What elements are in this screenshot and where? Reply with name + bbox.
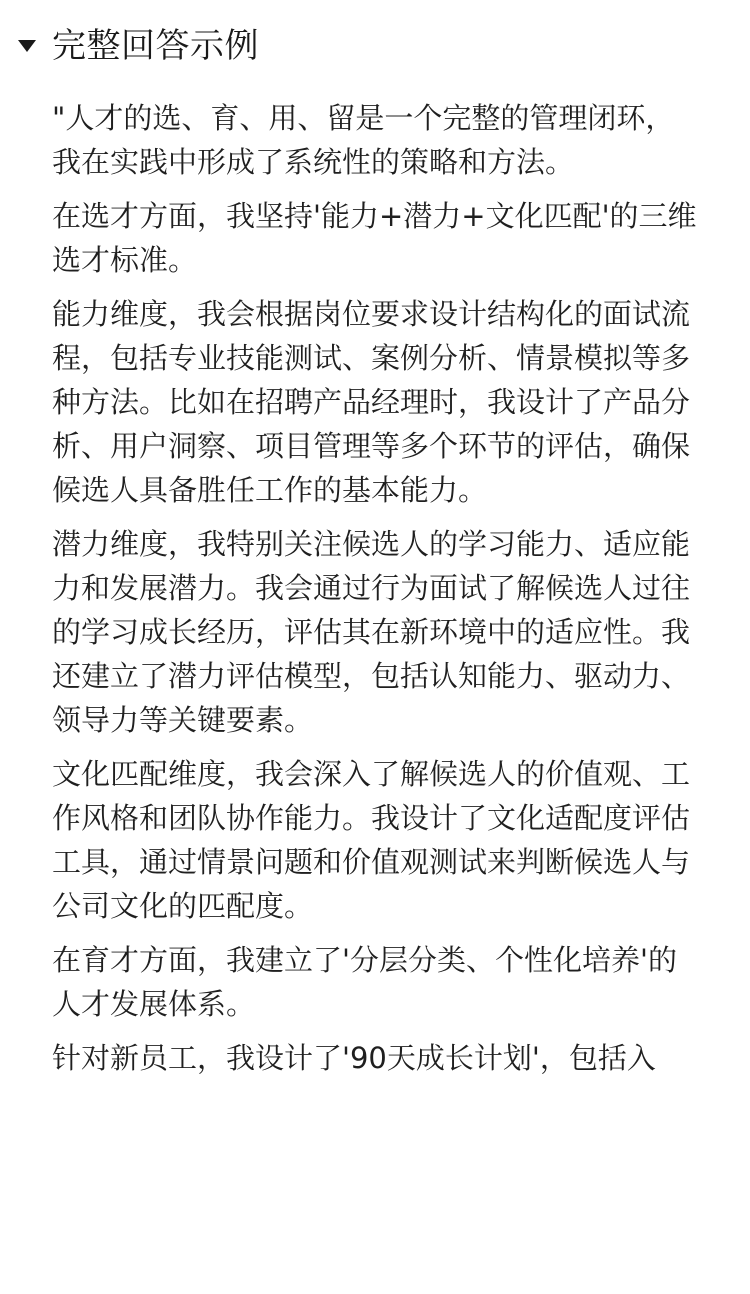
- paragraph-ability: 能力维度，我会根据岗位要求设计结构化的面试流程，包括专业技能测试、案例分析、情景模拟等多种方法。比如在招聘产品经理时，我设计了产品分析、用户洞察、项目管理等多个环节的评估，确保候选人具备胜任工作的基本能力。: [52, 297, 691, 507]
- paragraph-culture: 文化匹配维度，我会深入了解候选人的价值观、工作风格和团队协作能力。我设计了文化适配度评估工具，通过情景问题和价值观测试来判断候选人与公司文化的匹配度。: [52, 757, 691, 923]
- paragraph-potential: 潜力维度，我特别关注候选人的学习能力、适应能力和发展潜力。我会通过行为面试了解候选人过往的学习成长经历，评估其在新环境中的适应性。我还建立了潜力评估模型，包括认知能力、驱动力、领导力等关键要素。: [52, 527, 691, 737]
- paragraph-selection: 在选才方面，我坚持'能力+潜力+文化匹配'的三维选才标准。: [52, 199, 697, 277]
- section-title: 完整回答示例: [52, 26, 259, 66]
- answer-content: [52, 96, 702, 1090]
- section-toggle[interactable]: [16, 22, 259, 70]
- paragraph-new-employee: 针对新员工，我设计了'90天成长计划'，包括入: [52, 1041, 656, 1075]
- paragraph-intro: "人才的选、育、用、留是一个完整的管理闭环，我在实践中形成了系统性的策略和方法。: [52, 101, 675, 179]
- paragraph-development: 在育才方面，我建立了'分层分类、个性化培养'的人才发展体系。: [52, 943, 677, 1021]
- caret-down-icon: [16, 35, 38, 57]
